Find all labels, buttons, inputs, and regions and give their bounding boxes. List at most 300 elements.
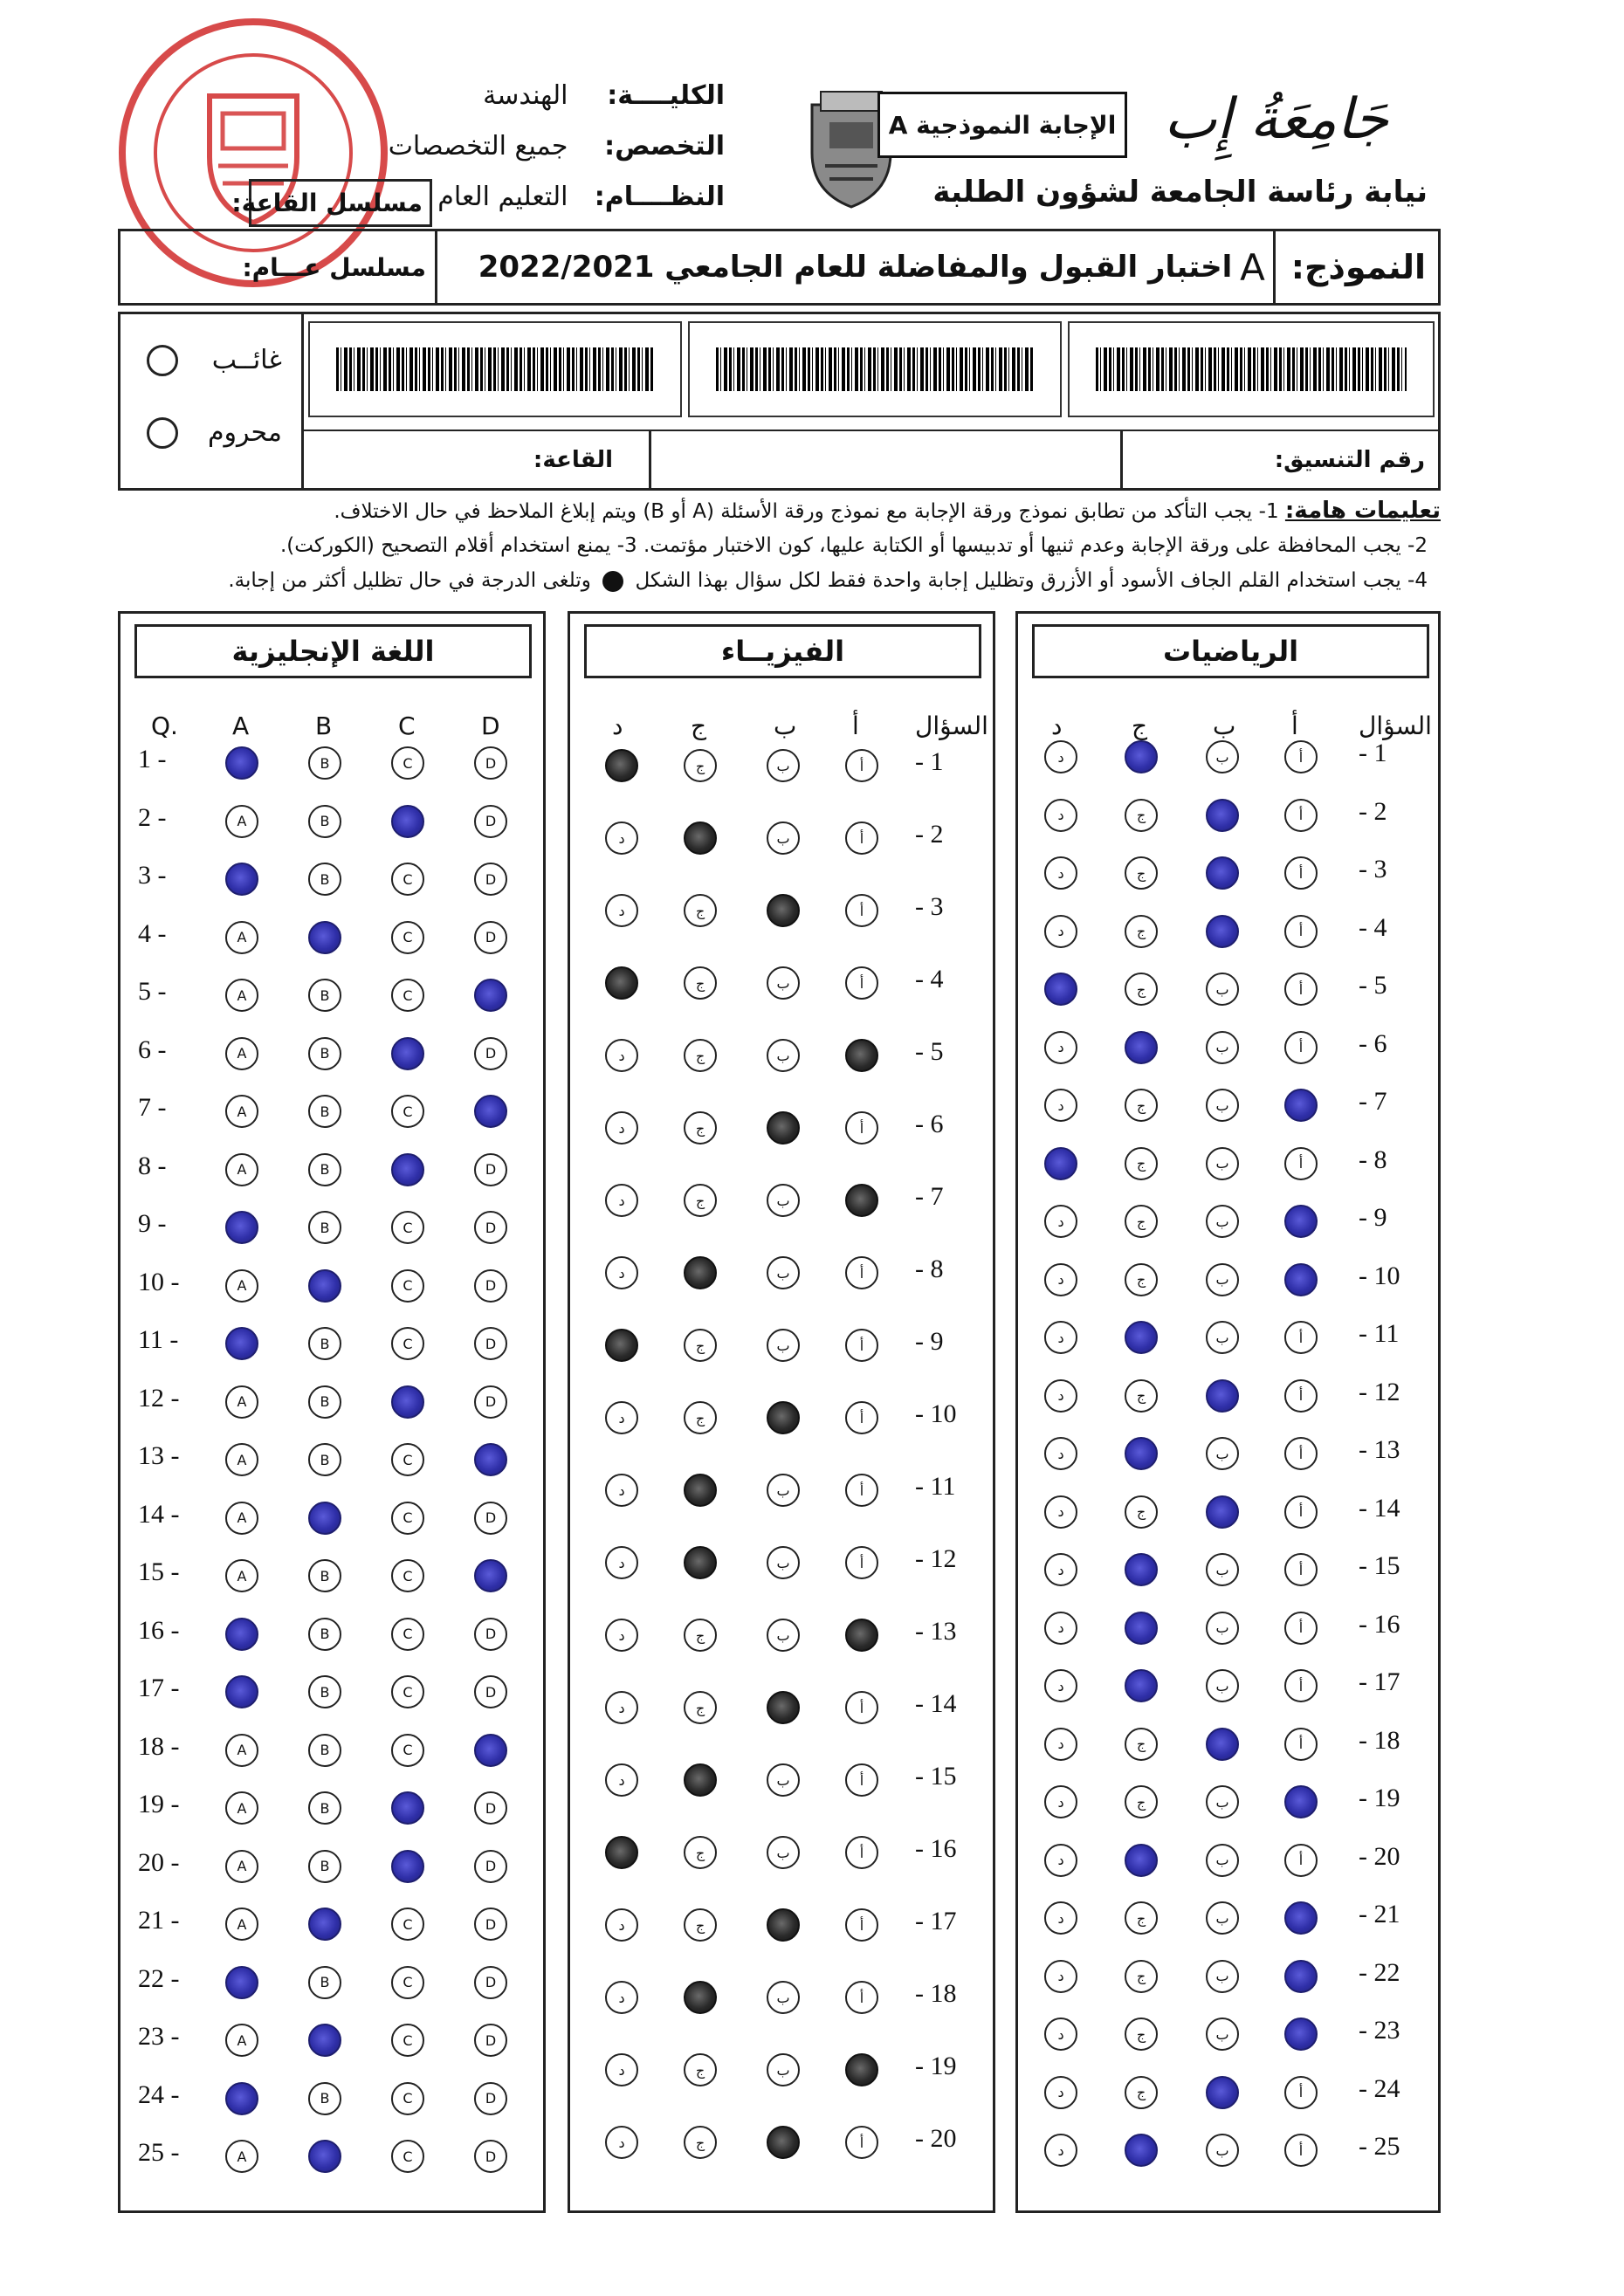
math-q23-option-3-bubble[interactable]: ج [1125,2018,1158,2051]
physics-q18-option-2-bubble[interactable]: ب [767,1981,800,2014]
english-q24-option-3-bubble[interactable]: C [391,2082,424,2115]
physics-q10-option-2-bubble[interactable] [767,1401,800,1434]
english-q14-option-1-bubble[interactable]: A [225,1502,258,1535]
physics-q7-option-2-bubble[interactable]: ب [767,1184,800,1217]
math-q6-option-2-bubble[interactable]: ب [1206,1031,1239,1064]
math-q7-option-2-bubble[interactable]: ب [1206,1089,1239,1122]
english-q16-option-4-bubble[interactable]: D [474,1618,507,1651]
math-q15-option-3-bubble[interactable] [1125,1553,1158,1586]
physics-q16-option-2-bubble[interactable]: ب [767,1836,800,1869]
english-q25-option-1-bubble[interactable]: A [225,2140,258,2173]
english-q6-option-1-bubble[interactable]: A [225,1037,258,1070]
filled-bubble-example-icon [602,571,623,592]
math-q20-option-3-bubble[interactable] [1125,1844,1158,1877]
math-q1-option-3-bubble[interactable] [1125,740,1158,773]
english-q16-option-2-bubble[interactable]: B [308,1618,341,1651]
english-q2-option-1-bubble[interactable]: A [225,805,258,838]
english-q21-option-3-bubble[interactable]: C [391,1908,424,1941]
physics-q18-option-4-bubble[interactable]: د [605,1981,638,2014]
physics-q6-option-3-bubble[interactable]: ج [684,1111,717,1145]
english-q12-option-4-bubble[interactable]: D [474,1385,507,1419]
math-q25-option-4-bubble[interactable]: د [1044,2134,1077,2167]
english-q11-option-1-bubble[interactable] [225,1327,258,1360]
english-q10-option-4-bubble[interactable]: D [474,1269,507,1303]
math-q25-option-2-bubble[interactable]: ب [1206,2134,1239,2167]
english-q25-option-3-bubble[interactable]: C [391,2140,424,2173]
physics-q15-option-2-bubble[interactable]: ب [767,1763,800,1797]
math-q24-option-4-bubble[interactable]: د [1044,2076,1077,2109]
english-q24-option-2-bubble[interactable]: B [308,2082,341,2115]
english-q22-option-2-bubble[interactable]: B [308,1966,341,1999]
english-q17-option-1-bubble[interactable] [225,1675,258,1708]
math-q6-option-1-bubble[interactable]: أ [1284,1031,1318,1064]
physics-q2-option-3-bubble[interactable] [684,821,717,855]
english-q25-option-2-bubble[interactable] [308,2140,341,2173]
barcode-left [308,321,682,417]
physics-q11-option-2-bubble[interactable]: ب [767,1474,800,1507]
math-q23-option-2-bubble[interactable]: ب [1206,2018,1239,2051]
physics-q5-option-1-bubble[interactable] [845,1039,878,1072]
physics-q15-option-4-bubble[interactable]: د [605,1763,638,1797]
physics-q14-option-1-bubble[interactable]: أ [845,1691,878,1724]
math-q10-option-4-bubble[interactable]: د [1044,1263,1077,1296]
english-q6-option-2-bubble[interactable]: B [308,1037,341,1070]
english-q20-option-2-bubble[interactable]: B [308,1850,341,1883]
english-q15-option-3-bubble[interactable]: C [391,1559,424,1592]
physics-q14-option-4-bubble[interactable]: د [605,1691,638,1724]
physics-q8-option-3-bubble[interactable] [684,1256,717,1289]
math-q9-option-1-bubble[interactable] [1284,1205,1318,1238]
physics-q19-option-2-bubble[interactable]: ب [767,2053,800,2086]
math-q2-option-2-bubble[interactable] [1206,799,1239,832]
english-q17-option-4-bubble[interactable]: D [474,1675,507,1708]
physics-q2-option-1-bubble[interactable]: أ [845,821,878,855]
math-q15-option-4-bubble[interactable]: د [1044,1553,1077,1586]
english-q23-option-2-bubble[interactable] [308,2024,341,2057]
english-q19-option-2-bubble[interactable]: B [308,1791,341,1825]
math-q12-option-3-bubble[interactable]: ج [1125,1379,1158,1413]
math-q16-option-2-bubble[interactable]: ب [1206,1612,1239,1645]
physics-q17-option-2-bubble[interactable] [767,1908,800,1942]
physics-q16-option-4-bubble[interactable] [605,1836,638,1869]
math-q13-option-2-bubble[interactable]: ب [1206,1437,1239,1470]
physics-q17-option-3-bubble[interactable]: ج [684,1908,717,1942]
physics-q8-option-4-bubble[interactable]: د [605,1256,638,1289]
physics-q11-option-1-bubble[interactable]: أ [845,1474,878,1507]
english-q7-option-1-bubble[interactable]: A [225,1095,258,1128]
physics-q9-option-1-bubble[interactable]: أ [845,1329,878,1362]
english-q10-option-3-bubble[interactable]: C [391,1269,424,1303]
math-q15-option-1-bubble[interactable]: أ [1284,1553,1318,1586]
physics-q1-option-1-bubble[interactable]: أ [845,749,878,782]
math-q20-option-4-bubble[interactable]: د [1044,1844,1077,1877]
physics-q1-option-4-bubble[interactable] [605,749,638,782]
math-q17-option-3-bubble[interactable] [1125,1669,1158,1702]
math-q12-option-2-bubble[interactable] [1206,1379,1239,1413]
system-label: النظــــام: [594,182,725,212]
english-q8-option-4-bubble[interactable]: D [474,1153,507,1186]
english-q3-option-2-bubble[interactable]: B [308,863,341,896]
english-q13-option-2-bubble[interactable]: B [308,1443,341,1476]
english-q15-option-2-bubble[interactable]: B [308,1559,341,1592]
physics-q3-option-3-bubble[interactable]: ج [684,894,717,927]
english-q10-option-2-bubble[interactable] [308,1269,341,1303]
physics-q13-option-2-bubble[interactable]: ب [767,1619,800,1652]
physics-q19-option-3-bubble[interactable]: ج [684,2053,717,2086]
english-q3-option-1-bubble[interactable] [225,863,258,896]
english-q8-option-3-bubble[interactable] [391,1153,424,1186]
english-q13-option-3-bubble[interactable]: C [391,1443,424,1476]
physics-q15-option-1-bubble[interactable]: أ [845,1763,878,1797]
math-q5-option-1-bubble[interactable]: أ [1284,973,1318,1006]
physics-q13-option-4-bubble[interactable]: د [605,1619,638,1652]
english-q5-option-2-bubble[interactable]: B [308,979,341,1012]
english-q4-option-1-bubble[interactable]: A [225,921,258,954]
physics-q12-option-1-bubble[interactable]: أ [845,1546,878,1579]
english-q5-option-4-bubble[interactable] [474,979,507,1012]
physics-q9-option-2-bubble[interactable]: ب [767,1329,800,1362]
math-q22-option-3-bubble[interactable]: ج [1125,1960,1158,1993]
math-q24-option-1-bubble[interactable]: أ [1284,2076,1318,2109]
math-q8-option-2-bubble[interactable]: ب [1206,1147,1239,1180]
english-q14-option-3-bubble[interactable]: C [391,1502,424,1535]
math-q6-option-4-bubble[interactable]: د [1044,1031,1077,1064]
math-q13-option-3-bubble[interactable] [1125,1437,1158,1470]
english-q22-option-3-bubble[interactable]: C [391,1966,424,1999]
math-q7-option-1-bubble[interactable] [1284,1089,1318,1122]
math-q23-option-4-bubble[interactable]: د [1044,2018,1077,2051]
physics-q7-option-1-bubble[interactable] [845,1184,878,1217]
physics-q20-option-3-bubble[interactable]: ج [684,2126,717,2159]
math-q3-option-2-bubble[interactable] [1206,856,1239,890]
english-question-number: 24 - [138,2079,180,2109]
math-q20-option-1-bubble[interactable]: أ [1284,1844,1318,1877]
math-q18-option-1-bubble[interactable]: أ [1284,1728,1318,1761]
physics-q13-option-3-bubble[interactable]: ج [684,1619,717,1652]
math-q14-option-1-bubble[interactable]: أ [1284,1495,1318,1529]
physics-q20-option-2-bubble[interactable] [767,2126,800,2159]
math-q21-option-1-bubble[interactable] [1284,1901,1318,1935]
physics-q1-option-2-bubble[interactable]: ب [767,749,800,782]
english-q7-option-4-bubble[interactable] [474,1095,507,1128]
math-q12-option-1-bubble[interactable]: أ [1284,1379,1318,1413]
math-q10-option-1-bubble[interactable] [1284,1263,1318,1296]
english-q13-option-1-bubble[interactable]: A [225,1443,258,1476]
math-q22-option-2-bubble[interactable]: ب [1206,1960,1239,1993]
english-q1-option-1-bubble[interactable] [225,746,258,780]
math-q15-option-2-bubble[interactable]: ب [1206,1553,1239,1586]
english-q12-option-2-bubble[interactable]: B [308,1385,341,1419]
math-q17-option-1-bubble[interactable]: أ [1284,1669,1318,1702]
physics-q19-option-1-bubble[interactable] [845,2053,878,2086]
math-q1-option-2-bubble[interactable]: ب [1206,740,1239,773]
english-q1-option-4-bubble[interactable]: D [474,746,507,780]
math-q11-option-1-bubble[interactable]: أ [1284,1321,1318,1354]
math-question-number: - 13 [1359,1435,1400,1464]
physics-q4-option-2-bubble[interactable]: ب [767,966,800,1000]
english-q4-option-3-bubble[interactable]: C [391,921,424,954]
physics-q7-option-3-bubble[interactable]: ج [684,1184,717,1217]
physics-q4-option-3-bubble[interactable]: ج [684,966,717,1000]
english-q24-option-1-bubble[interactable] [225,2082,258,2115]
english-q12-option-3-bubble[interactable] [391,1385,424,1419]
english-q3-option-3-bubble[interactable]: C [391,863,424,896]
physics-q12-option-3-bubble[interactable] [684,1546,717,1579]
english-q4-option-2-bubble[interactable] [308,921,341,954]
math-q5-option-2-bubble[interactable]: ب [1206,973,1239,1006]
english-q21-option-4-bubble[interactable]: D [474,1908,507,1941]
physics-q3-option-2-bubble[interactable] [767,894,800,927]
math-q5-option-4-bubble[interactable] [1044,973,1077,1006]
math-q14-option-2-bubble[interactable] [1206,1495,1239,1529]
english-q4-option-4-bubble[interactable]: D [474,921,507,954]
math-q16-option-4-bubble[interactable]: د [1044,1612,1077,1645]
physics-q7-option-4-bubble[interactable]: د [605,1184,638,1217]
deprived-checkbox[interactable] [147,417,178,449]
english-q25-option-4-bubble[interactable]: D [474,2140,507,2173]
english-q11-option-4-bubble[interactable]: D [474,1327,507,1360]
math-q16-option-3-bubble[interactable] [1125,1612,1158,1645]
physics-q6-option-1-bubble[interactable]: أ [845,1111,878,1145]
physics-q2-option-2-bubble[interactable]: ب [767,821,800,855]
english-q6-option-4-bubble[interactable]: D [474,1037,507,1070]
math-q20-option-2-bubble[interactable]: ب [1206,1844,1239,1877]
college-label: الكليــــة: [607,80,725,111]
physics-q16-option-3-bubble[interactable]: ج [684,1836,717,1869]
math-question-number: - 2 [1359,796,1387,826]
math-q8-option-4-bubble[interactable] [1044,1147,1077,1180]
physics-q16-option-1-bubble[interactable]: أ [845,1836,878,1869]
physics-q13-option-1-bubble[interactable] [845,1619,878,1652]
english-q16-option-1-bubble[interactable] [225,1618,258,1651]
physics-q10-option-4-bubble[interactable]: د [605,1401,638,1434]
physics-q12-option-2-bubble[interactable]: ب [767,1546,800,1579]
math-q19-option-4-bubble[interactable]: د [1044,1785,1077,1818]
physics-q11-option-4-bubble[interactable]: د [605,1474,638,1507]
physics-question-number: - 3 [915,892,944,921]
math-q13-option-4-bubble[interactable]: د [1044,1437,1077,1470]
math-question-number: - 14 [1359,1493,1400,1523]
english-q5-option-3-bubble[interactable]: C [391,979,424,1012]
math-q13-option-1-bubble[interactable]: أ [1284,1437,1318,1470]
english-q15-option-4-bubble[interactable] [474,1559,507,1592]
english-q1-option-3-bubble[interactable]: C [391,746,424,780]
english-q17-option-3-bubble[interactable]: C [391,1675,424,1708]
math-option-header-4: د [1051,711,1063,740]
math-q11-option-2-bubble[interactable]: ب [1206,1321,1239,1354]
english-q9-option-2-bubble[interactable]: B [308,1211,341,1244]
english-q21-option-2-bubble[interactable] [308,1908,341,1941]
english-q7-option-2-bubble[interactable]: B [308,1095,341,1128]
math-q22-option-1-bubble[interactable] [1284,1960,1318,1993]
math-q24-option-2-bubble[interactable] [1206,2076,1239,2109]
physics-question-number: - 9 [915,1327,944,1356]
physics-q19-option-4-bubble[interactable]: د [605,2053,638,2086]
math-q4-option-3-bubble[interactable]: ج [1125,915,1158,948]
math-q2-option-1-bubble[interactable]: أ [1284,799,1318,832]
math-q3-option-1-bubble[interactable]: أ [1284,856,1318,890]
physics-question-number: - 6 [915,1110,944,1138]
physics-q20-option-1-bubble[interactable]: أ [845,2126,878,2159]
math-q19-option-1-bubble[interactable] [1284,1785,1318,1818]
english-q1-option-2-bubble[interactable]: B [308,746,341,780]
english-q17-option-2-bubble[interactable]: B [308,1675,341,1708]
english-q23-option-4-bubble[interactable]: D [474,2024,507,2057]
math-q21-option-4-bubble[interactable]: د [1044,1901,1077,1935]
english-q23-option-3-bubble[interactable]: C [391,2024,424,2057]
physics-q12-option-4-bubble[interactable]: د [605,1546,638,1579]
english-q9-option-4-bubble[interactable]: D [474,1211,507,1244]
math-q4-option-1-bubble[interactable]: أ [1284,915,1318,948]
english-q9-option-1-bubble[interactable] [225,1211,258,1244]
english-q8-option-1-bubble[interactable]: A [225,1153,258,1186]
math-q11-option-3-bubble[interactable] [1125,1321,1158,1354]
physics-q5-option-4-bubble[interactable]: د [605,1039,638,1072]
math-q5-option-3-bubble[interactable]: ج [1125,973,1158,1006]
physics-q3-option-1-bubble[interactable]: أ [845,894,878,927]
math-q3-option-4-bubble[interactable]: د [1044,856,1077,890]
physics-q9-option-4-bubble[interactable] [605,1329,638,1362]
math-q21-option-3-bubble[interactable]: ج [1125,1901,1158,1935]
physics-q5-option-3-bubble[interactable]: ج [684,1039,717,1072]
math-q2-option-4-bubble[interactable]: د [1044,799,1077,832]
physics-q4-option-1-bubble[interactable]: أ [845,966,878,1000]
physics-q2-option-4-bubble[interactable]: د [605,821,638,855]
english-q14-option-4-bubble[interactable]: D [474,1502,507,1535]
physics-q18-option-1-bubble[interactable]: أ [845,1981,878,2014]
physics-q8-option-2-bubble[interactable]: ب [767,1256,800,1289]
english-q21-option-1-bubble[interactable]: A [225,1908,258,1941]
math-q18-option-2-bubble[interactable] [1206,1728,1239,1761]
math-q22-option-4-bubble[interactable]: د [1044,1960,1077,1993]
english-q18-option-2-bubble[interactable]: B [308,1734,341,1767]
physics-q20-option-4-bubble[interactable]: د [605,2126,638,2159]
math-q3-option-3-bubble[interactable]: ج [1125,856,1158,890]
math-q14-option-3-bubble[interactable]: ج [1125,1495,1158,1529]
english-q6-option-3-bubble[interactable] [391,1037,424,1070]
physics-q4-option-4-bubble[interactable] [605,966,638,1000]
math-q9-option-2-bubble[interactable]: ب [1206,1205,1239,1238]
english-q10-option-1-bubble[interactable]: A [225,1269,258,1303]
english-q11-option-2-bubble[interactable]: B [308,1327,341,1360]
physics-q18-option-3-bubble[interactable] [684,1981,717,2014]
math-q10-option-2-bubble[interactable]: ب [1206,1263,1239,1296]
math-q7-option-4-bubble[interactable]: د [1044,1089,1077,1122]
math-q4-option-4-bubble[interactable]: د [1044,915,1077,948]
english-q8-option-2-bubble[interactable]: B [308,1153,341,1186]
physics-q15-option-3-bubble[interactable] [684,1763,717,1797]
math-q11-option-4-bubble[interactable]: د [1044,1321,1077,1354]
english-q22-option-4-bubble[interactable]: D [474,1966,507,1999]
english-q20-option-4-bubble[interactable]: D [474,1850,507,1883]
math-q25-option-3-bubble[interactable] [1125,2134,1158,2167]
absent-checkbox[interactable] [147,345,178,376]
math-q9-option-3-bubble[interactable]: ج [1125,1205,1158,1238]
physics-q5-option-2-bubble[interactable]: ب [767,1039,800,1072]
physics-q11-option-3-bubble[interactable] [684,1474,717,1507]
math-q18-option-4-bubble[interactable]: د [1044,1728,1077,1761]
english-q18-option-1-bubble[interactable]: A [225,1734,258,1767]
math-q19-option-2-bubble[interactable]: ب [1206,1785,1239,1818]
math-q17-option-2-bubble[interactable]: ب [1206,1669,1239,1702]
math-q2-option-3-bubble[interactable]: ج [1125,799,1158,832]
english-q5-option-1-bubble[interactable]: A [225,979,258,1012]
english-option-header-2: B [315,711,333,740]
math-q12-option-4-bubble[interactable]: د [1044,1379,1077,1413]
physics-question-number: - 10 [915,1399,957,1428]
math-q8-option-3-bubble[interactable]: ج [1125,1147,1158,1180]
math-q16-option-1-bubble[interactable]: أ [1284,1612,1318,1645]
english-q18-option-4-bubble[interactable] [474,1734,507,1767]
english-q3-option-4-bubble[interactable]: D [474,863,507,896]
physics-q8-option-1-bubble[interactable]: أ [845,1256,878,1289]
math-q18-option-3-bubble[interactable]: ج [1125,1728,1158,1761]
english-q9-option-3-bubble[interactable]: C [391,1211,424,1244]
math-q6-option-3-bubble[interactable] [1125,1031,1158,1064]
math-q7-option-3-bubble[interactable]: ج [1125,1089,1158,1122]
physics-q6-option-4-bubble[interactable]: د [605,1111,638,1145]
english-q16-option-3-bubble[interactable]: C [391,1618,424,1651]
physics-q17-option-1-bubble[interactable]: أ [845,1908,878,1942]
english-q2-option-3-bubble[interactable] [391,805,424,838]
section-title-math: الرياضيات [1032,624,1429,678]
english-q19-option-4-bubble[interactable]: D [474,1791,507,1825]
physics-q14-option-2-bubble[interactable] [767,1691,800,1724]
english-q19-option-1-bubble[interactable]: A [225,1791,258,1825]
physics-q6-option-2-bubble[interactable] [767,1111,800,1145]
physics-q14-option-3-bubble[interactable]: ج [684,1691,717,1724]
english-q7-option-3-bubble[interactable]: C [391,1095,424,1128]
physics-q17-option-4-bubble[interactable]: د [605,1908,638,1942]
math-q25-option-1-bubble[interactable]: أ [1284,2134,1318,2167]
math-q23-option-1-bubble[interactable] [1284,2018,1318,2051]
english-q23-option-1-bubble[interactable]: A [225,2024,258,2057]
english-q14-option-2-bubble[interactable] [308,1502,341,1535]
math-q24-option-3-bubble[interactable]: ج [1125,2076,1158,2109]
english-q19-option-3-bubble[interactable] [391,1791,424,1825]
math-q1-option-1-bubble[interactable]: أ [1284,740,1318,773]
english-q20-option-1-bubble[interactable]: A [225,1850,258,1883]
english-q12-option-1-bubble[interactable]: A [225,1385,258,1419]
english-q11-option-3-bubble[interactable]: C [391,1327,424,1360]
english-q2-option-2-bubble[interactable]: B [308,805,341,838]
system-row [437,182,725,212]
english-question-number: 17 - [138,1674,180,1702]
physics-q9-option-3-bubble[interactable]: ج [684,1329,717,1362]
physics-q10-option-1-bubble[interactable]: أ [845,1401,878,1434]
physics-q10-option-3-bubble[interactable]: ج [684,1401,717,1434]
math-q10-option-3-bubble[interactable]: ج [1125,1263,1158,1296]
english-q24-option-4-bubble[interactable]: D [474,2082,507,2115]
math-question-number: - 24 [1359,2073,1400,2103]
english-q18-option-3-bubble[interactable]: C [391,1734,424,1767]
math-q9-option-4-bubble[interactable]: د [1044,1205,1077,1238]
physics-q1-option-3-bubble[interactable]: ج [684,749,717,782]
english-q2-option-4-bubble[interactable]: D [474,805,507,838]
english-q15-option-1-bubble[interactable]: A [225,1559,258,1592]
math-q14-option-4-bubble[interactable]: د [1044,1495,1077,1529]
physics-q3-option-4-bubble[interactable]: د [605,894,638,927]
math-q4-option-2-bubble[interactable] [1206,915,1239,948]
math-q17-option-4-bubble[interactable]: د [1044,1669,1077,1702]
math-q1-option-4-bubble[interactable]: د [1044,740,1077,773]
math-q8-option-1-bubble[interactable]: أ [1284,1147,1318,1180]
english-q20-option-3-bubble[interactable] [391,1850,424,1883]
english-q22-option-1-bubble[interactable] [225,1966,258,1999]
english-q13-option-4-bubble[interactable] [474,1443,507,1476]
math-q19-option-3-bubble[interactable]: ج [1125,1785,1158,1818]
math-q21-option-2-bubble[interactable]: ب [1206,1901,1239,1935]
